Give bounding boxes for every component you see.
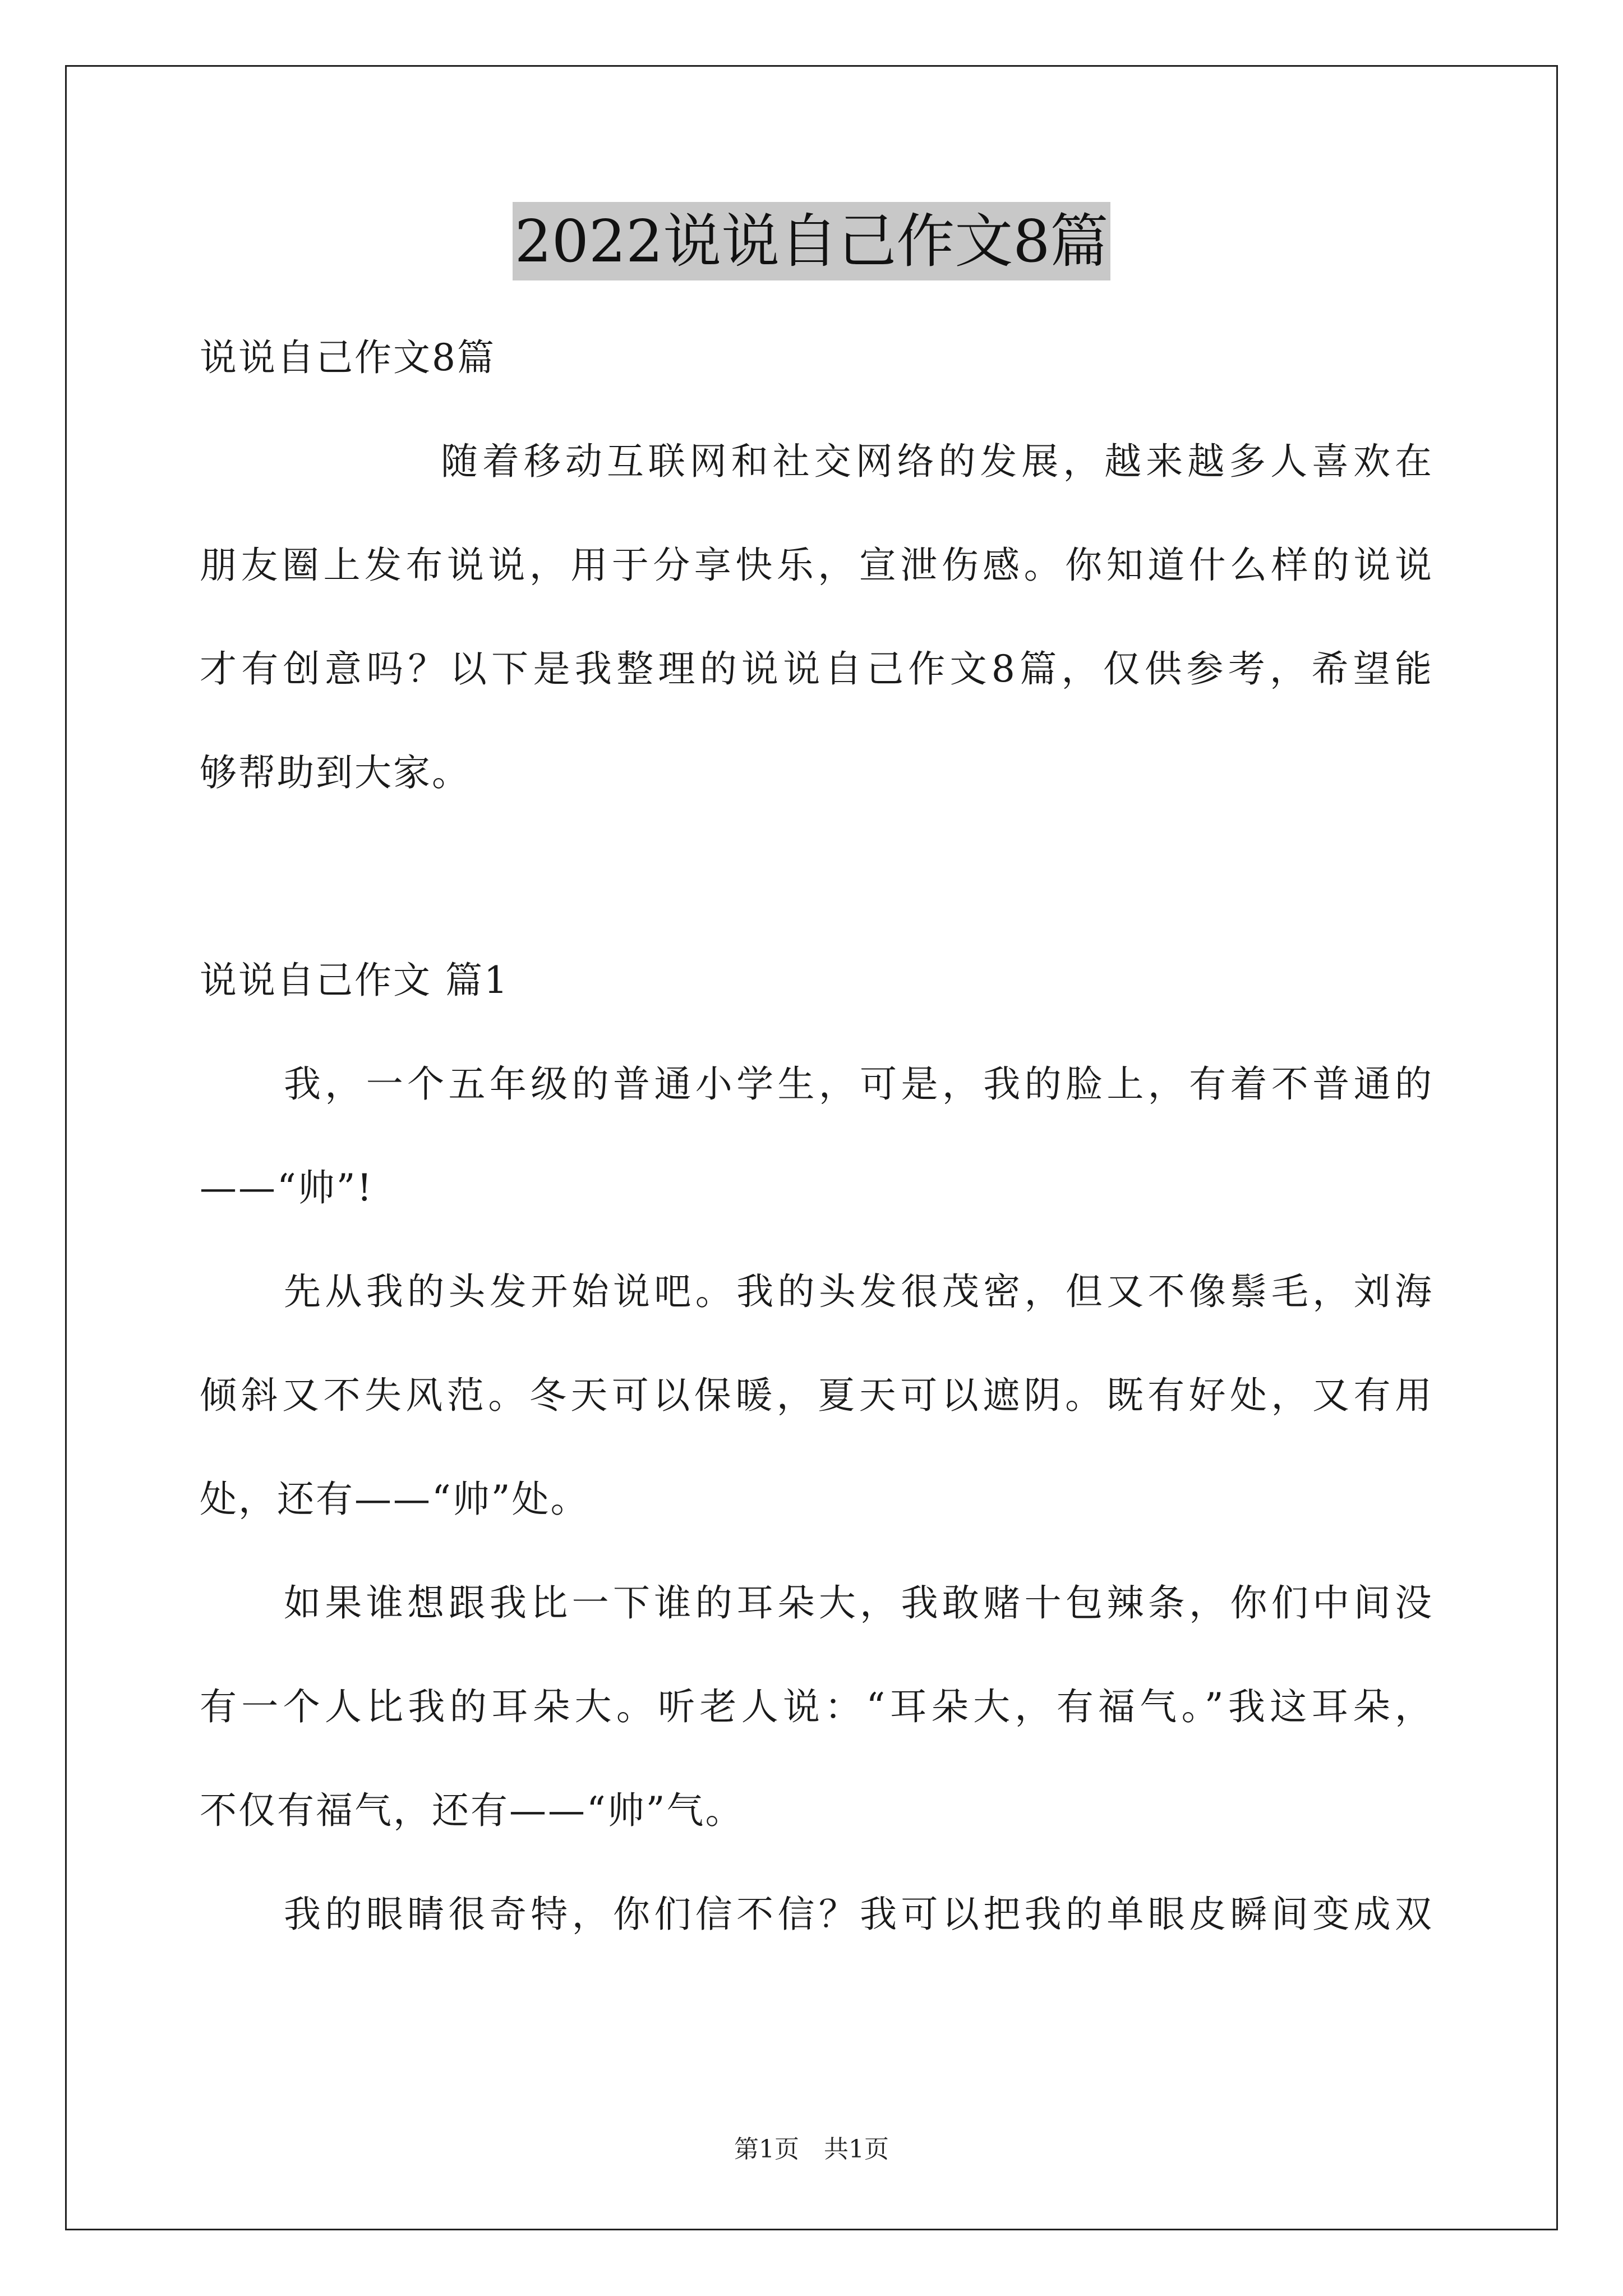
intro-line: 朋友圈上发布说说，用于分享快乐，宣泄伤感。你知道什么样的说说 [200, 544, 1433, 587]
paragraph-line: 有一个人比我的耳朵大。听老人说：“耳朵大，有福气。”我这耳朵， [200, 1685, 1433, 1728]
document-title [0, 202, 1623, 280]
subtitle: 说说自己作文8篇 [200, 336, 496, 379]
document-title-text: 2022说说自己作文8篇 [513, 202, 1111, 280]
paragraph-line: 我的眼睛很奇特，你们信不信？我可以把我的单眼皮瞬间变成双 [284, 1893, 1433, 1936]
paragraph-line: 如果谁想跟我比一下谁的耳朵大，我敢赌十包辣条，你们中间没 [284, 1581, 1433, 1625]
document-body [200, 306, 1433, 1966]
spacer [200, 825, 1433, 928]
paragraph-line: 我，一个五年级的普通小学生，可是，我的脸上，有着不普通的 [284, 1062, 1433, 1106]
intro-line: 随着移动互联网和社交网络的发展，越来越多人喜欢在 [441, 440, 1433, 483]
paragraph-line: 倾斜又不失风范。冬天可以保暖，夏天可以遮阴。既有好处，又有用 [200, 1374, 1433, 1417]
paragraph-line: 先从我的头发开始说吧。我的头发很茂密，但又不像鬃毛，刘海 [284, 1270, 1433, 1313]
intro-line: 够帮助到大家。 [200, 751, 471, 794]
section-heading: 说说自己作文 篇1 [200, 959, 509, 1002]
paragraph-line: 不仅有福气，还有——“帅”气。 [200, 1789, 744, 1832]
paragraph-line: ——“帅”! [200, 1166, 374, 1209]
page-footer: 第1页 共1页 [734, 2135, 889, 2164]
intro-line: 才有创意吗？以下是我整理的说说自己作文8篇，仅供参考，希望能 [200, 647, 1433, 691]
paragraph-line: 处，还有——“帅”处。 [200, 1478, 589, 1521]
